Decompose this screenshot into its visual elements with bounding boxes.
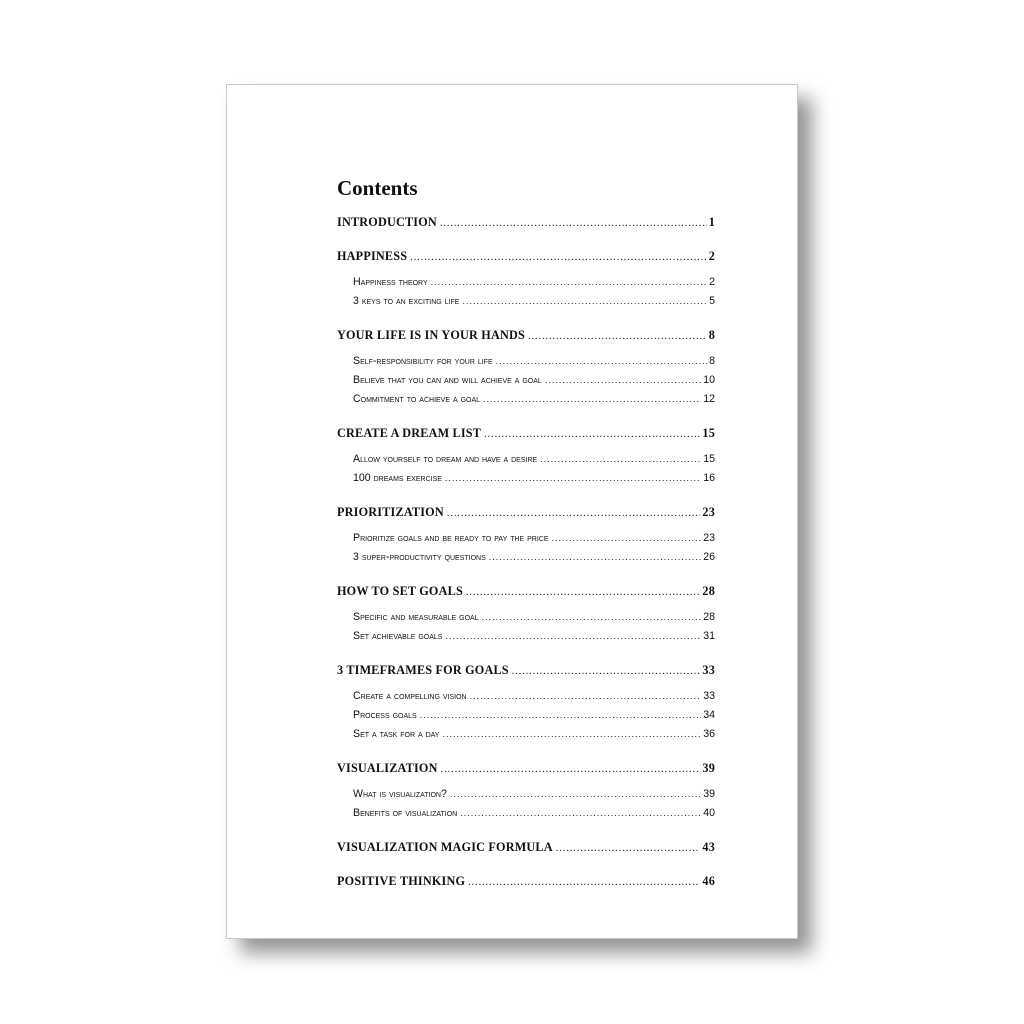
toc-entry-page-number: 28 — [703, 611, 715, 623]
toc-entry-label: Believe that you can and will achieve a goal — [353, 374, 542, 386]
toc-chapter-entry[interactable] — [337, 872, 715, 891]
toc-entry-label: Self-responsibility for your life — [353, 355, 493, 367]
dot-leader — [460, 804, 701, 823]
toc-entry-page-number: 31 — [703, 630, 715, 642]
toc-entry-page-number: 43 — [702, 840, 715, 854]
toc-section-entry[interactable] — [337, 352, 715, 371]
dot-leader — [512, 662, 701, 681]
toc-entry-label: INTRODUCTION — [337, 215, 437, 229]
dot-leader — [483, 390, 701, 409]
toc-section-entry[interactable] — [337, 371, 715, 390]
toc-entry-page-number: 12 — [703, 393, 715, 405]
toc-entry-label: Set achievable goals — [353, 630, 443, 642]
toc-entry-page-number: 33 — [703, 690, 715, 702]
dot-leader — [450, 785, 701, 804]
dot-leader — [445, 469, 701, 488]
toc-chapter-entry[interactable] — [337, 661, 715, 680]
dot-leader — [482, 608, 702, 627]
toc-entry-page-number: 34 — [703, 709, 715, 721]
toc-section-entry[interactable] — [337, 292, 715, 311]
toc-entry-page-number: 39 — [703, 788, 715, 800]
dot-leader — [441, 760, 701, 779]
toc-entry-page-number: 16 — [703, 472, 715, 484]
toc-section-entry[interactable] — [337, 548, 715, 567]
toc-chapter-entry[interactable] — [337, 582, 715, 601]
dot-leader — [410, 248, 707, 267]
toc-section-entry[interactable] — [337, 627, 715, 646]
toc-chapter-entry[interactable] — [337, 838, 715, 857]
dot-leader — [442, 725, 701, 744]
toc-entry-label: HOW TO SET GOALS — [337, 584, 463, 598]
toc-entry-label: PRIORITIZATION — [337, 505, 444, 519]
dot-leader — [496, 352, 707, 371]
toc-entry-page-number: 33 — [702, 663, 715, 677]
toc-entries — [337, 213, 715, 891]
toc-entry-label: Set a task for a day — [353, 728, 440, 740]
toc-entry-label: 100 dreams exercise — [353, 472, 442, 484]
toc-entry-label: Allow yourself to dream and have a desire — [353, 453, 538, 465]
toc-entry-label: Benefits of visualization — [353, 807, 458, 819]
toc-entry-page-number: 15 — [702, 426, 715, 440]
toc-entry-label: What is visualization? — [353, 788, 447, 800]
toc-entry-page-number: 2 — [708, 249, 715, 263]
toc-entry-page-number: 46 — [702, 874, 715, 888]
dot-leader — [440, 214, 707, 233]
toc-section-entry[interactable] — [337, 687, 715, 706]
toc-section-entry[interactable] — [337, 725, 715, 744]
toc-section-entry[interactable] — [337, 390, 715, 409]
dot-leader — [552, 529, 702, 548]
page-title: Contents — [337, 176, 418, 200]
toc-entry-page-number: 26 — [703, 551, 715, 563]
toc-entry-label: Happiness theory — [353, 276, 428, 288]
toc-entry-label: YOUR LIFE IS IN YOUR HANDS — [337, 328, 525, 342]
toc-chapter-entry[interactable] — [337, 326, 715, 345]
toc-chapter-entry[interactable] — [337, 247, 715, 266]
toc-entry-page-number: 15 — [703, 453, 715, 465]
toc-section-entry[interactable] — [337, 450, 715, 469]
dot-leader — [470, 687, 702, 706]
toc-entry-label: HAPPINESS — [337, 249, 408, 263]
toc-entry-page-number: 39 — [702, 761, 715, 775]
toc-entry-page-number: 40 — [703, 807, 715, 819]
toc-entry-page-number: 1 — [708, 215, 715, 229]
toc-entry-page-number: 5 — [709, 295, 715, 307]
toc-entry-label: 3 keys to an exciting life — [353, 295, 460, 307]
dot-leader — [447, 504, 701, 523]
dot-leader — [540, 450, 701, 469]
toc-entry-label: Prioritize goals and be ready to pay the price — [353, 532, 549, 544]
toc-entry-label: Create a compelling vision — [353, 690, 467, 702]
document-page — [226, 84, 798, 939]
toc-section-entry[interactable] — [337, 608, 715, 627]
dot-leader — [528, 327, 707, 346]
dot-leader — [420, 706, 702, 725]
table-of-contents — [337, 173, 715, 891]
toc-chapter-entry[interactable] — [337, 213, 715, 232]
dot-leader — [489, 548, 701, 567]
toc-section-entry[interactable] — [337, 804, 715, 823]
dot-leader — [445, 627, 701, 646]
toc-entry-label: Commitment to achieve a goal — [353, 393, 481, 405]
toc-entry-page-number: 8 — [708, 328, 715, 342]
dot-leader — [484, 425, 700, 444]
toc-entry-label: 3 TIMEFRAMES FOR GOALS — [337, 663, 509, 677]
toc-entry-page-number: 23 — [702, 505, 715, 519]
toc-section-entry[interactable] — [337, 785, 715, 804]
dot-leader — [545, 371, 701, 390]
toc-entry-label: Process goals — [353, 709, 417, 721]
toc-section-entry[interactable] — [337, 273, 715, 292]
toc-entry-page-number: 28 — [702, 584, 715, 598]
toc-entry-label: VISUALIZATION — [337, 761, 438, 775]
dot-leader — [468, 873, 700, 892]
toc-entry-page-number: 23 — [703, 532, 715, 544]
dot-leader — [462, 292, 707, 311]
toc-entry-label: Specific and measurable goal — [353, 611, 479, 623]
toc-chapter-entry[interactable] — [337, 503, 715, 522]
toc-entry-page-number: 2 — [709, 276, 715, 288]
toc-entry-label: CREATE A DREAM LIST — [337, 426, 482, 440]
toc-section-entry[interactable] — [337, 529, 715, 548]
toc-entry-page-number: 8 — [709, 355, 715, 367]
toc-entry-label: POSITIVE THINKING — [337, 874, 466, 888]
dot-leader — [556, 839, 701, 858]
dot-leader — [431, 273, 707, 292]
dot-leader — [466, 583, 700, 602]
toc-entry-page-number: 10 — [703, 374, 715, 386]
toc-section-entry[interactable] — [337, 706, 715, 725]
toc-entry-label: 3 super-productivity questions — [353, 551, 486, 563]
toc-section-entry[interactable] — [337, 469, 715, 488]
toc-chapter-entry[interactable] — [337, 424, 715, 443]
toc-entry-page-number: 36 — [703, 728, 715, 740]
toc-entry-label: VISUALIZATION MAGIC FORMULA — [337, 840, 553, 854]
toc-chapter-entry[interactable] — [337, 759, 715, 778]
